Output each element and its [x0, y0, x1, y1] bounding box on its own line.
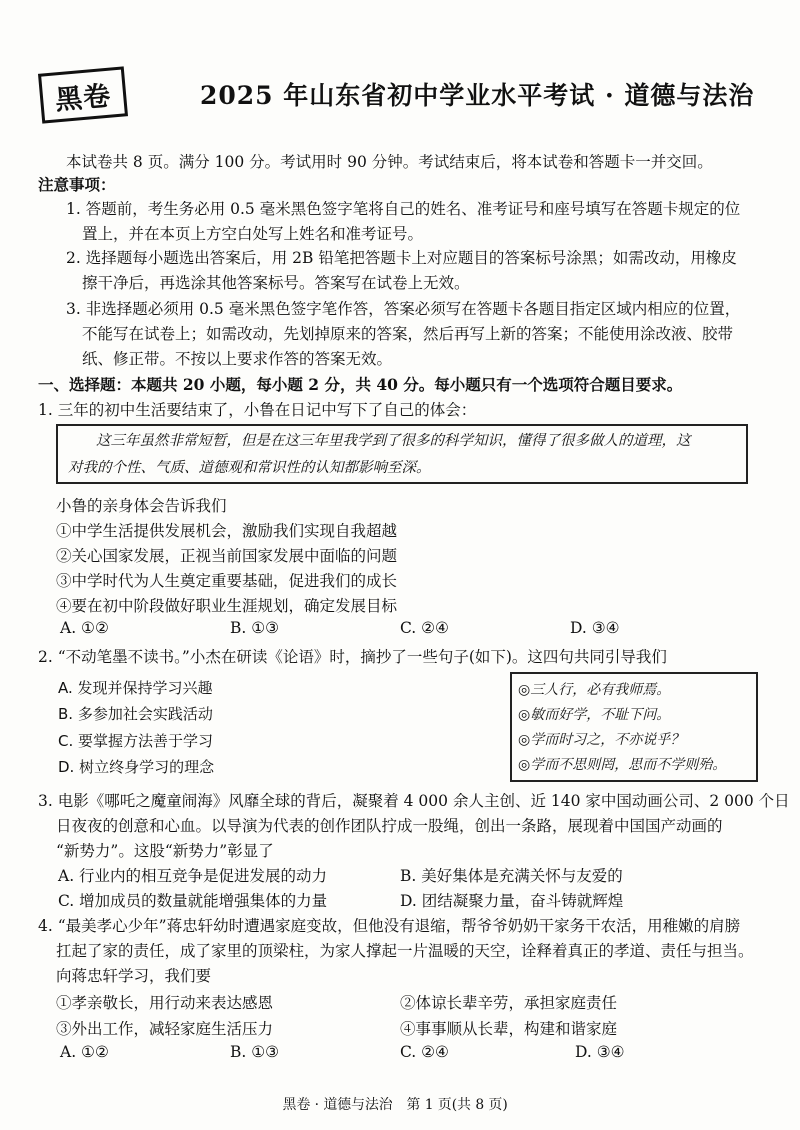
q3-option-d: D. 团结凝聚力量，奋斗铸就辉煌: [400, 892, 624, 910]
q2-sentence-box: [510, 672, 758, 782]
q3-option-b: B. 美好集体是充满关怀与友爱的: [400, 867, 623, 885]
notes-heading: 注意事项：: [38, 175, 116, 194]
q1-option-a: A. ①②: [60, 619, 109, 637]
q3-line: “新势力”。这股“新势力”彰显了: [56, 842, 274, 860]
q1-quote-box: [56, 424, 748, 484]
q3-line: 3. 电影《哪吒之魔童闹海》风靡全球的背后，凝聚着 4 000 余人主创、近 140 家中国动画公司、2 000 个日: [38, 792, 790, 810]
note-line: 擦干净后，再选涂其他答案标号。答案写在试卷上无效。: [82, 274, 470, 292]
q2-option-a: A. 发现并保持学习兴趣: [58, 679, 213, 697]
q1-stem: 1. 三年的初中生活要结束了，小鲁在日记中写下了自己的体会：: [38, 401, 477, 419]
page-title: 2025 年山东省初中学业水平考试 · 道德与法治: [200, 81, 755, 110]
note-line: 不能写在试卷上；如需改动，先划掉原来的答案，然后再写上新的答案；不能使用涂改液、胶带: [82, 325, 734, 343]
q2-option-c: C. 要掌握方法善于学习: [58, 732, 214, 750]
note-line: 纸、修正带。不按以上要求作答的答案无效。: [82, 350, 393, 368]
q4-option-c: C. ②④: [400, 1043, 449, 1061]
q1-lead: 小鲁的亲身体会告诉我们: [56, 497, 227, 515]
q1-item: ③中学时代为人生奠定重要基础，促进我们的成长: [56, 572, 398, 590]
section-heading: 一、选择题：本题共 20 小题，每小题 2 分，共 40 分。每小题只有一个选项符合题目要求。: [38, 375, 683, 394]
note-line: 置上，并在本页上方空白处写上姓名和准考证号。: [82, 225, 424, 243]
q1-item: ①中学生活提供发展机会，激励我们实现自我超越: [56, 522, 398, 540]
q2-sentence: ◎学而时习之，不亦说乎？: [518, 732, 685, 748]
q4-item: ②体谅长辈辛劳，承担家庭责任: [400, 994, 618, 1012]
q1-option-b: B. ①③: [230, 619, 280, 637]
q2-sentence: ◎敏而好学，不耻下问。: [518, 707, 671, 723]
q2-sentence: ◎学而不思则罔，思而不学则殆。: [518, 757, 727, 773]
q4-item: ③外出工作，减轻家庭生活压力: [56, 1020, 274, 1038]
q4-line: 4. “最美孝心少年”蒋忠轩幼时遭遇家庭变故，但他没有退缩，帮爷爷奶奶干家务干农活，用稚嫩的肩膀: [38, 917, 741, 935]
logo-text: 黑卷: [54, 80, 113, 116]
q1-quote-line: 对我的个性、气质、道德观和常识性的认知都影响至深。: [68, 460, 431, 476]
q3-line: 日夜夜的创意和心血。以导演为代表的创作团队拧成一股绳，创出一条路，展现着中国国产动画的: [56, 817, 723, 835]
q2-option-d: D. 树立终身学习的理念: [58, 758, 215, 776]
q4-option-a: A. ①②: [60, 1043, 109, 1061]
q2-sentence: ◎三人行，必有我师焉。: [518, 682, 671, 698]
q1-quote-line: 这三年虽然非常短暂，但是在这三年里我学到了很多的科学知识，懂得了很多做人的道理，这: [96, 433, 691, 449]
q2-option-b: B. 多参加社会实践活动: [58, 705, 213, 723]
note-line: 2. 选择题每小题选出答案后，用 2B 铅笔把答题卡上对应题目的答案标号涂黑；如需改动，用橡皮: [66, 249, 737, 267]
q1-option-d: D. ③④: [570, 619, 620, 637]
q3-option-c: C. 增加成员的数量就能增强集体的力量: [58, 892, 328, 910]
q4-item: ④事事顺从长辈，构建和谐家庭: [400, 1020, 618, 1038]
q4-line: 扛起了家的责任，成了家里的顶梁柱，为家人撑起一片温暖的天空，诠释着真正的孝道、责任与担当。: [56, 942, 754, 960]
q1-option-c: C. ②④: [400, 619, 449, 637]
q3-option-a: A. 行业内的相互竞争是促进发展的动力: [58, 867, 328, 885]
page-footer: 黑卷 · 道德与法治 第 1 页(共 8 页): [282, 1097, 508, 1113]
note-line: 1. 答题前，考生务必用 0.5 毫米黑色签字笔将自己的姓名、准考证号和座号填写在答题卡规定的位: [66, 200, 741, 218]
note-line: 3. 非选择题必须用 0.5 毫米黑色签字笔作答，答案必须写在答题卡各题目指定区域内相应的位置，: [66, 300, 741, 318]
q4-option-d: D. ③④: [575, 1043, 625, 1061]
q1-item: ②关心国家发展，正视当前国家发展中面临的问题: [56, 547, 398, 565]
intro-text: 本试卷共 8 页。满分 100 分。考试用时 90 分钟。考试结束后，将本试卷和答题卡一并交回。: [66, 153, 713, 171]
q2-stem: 2. “不动笔墨不读书。”小杰在研读《论语》时，摘抄了一些句子(如下)。这四句共同引导我们: [38, 648, 667, 666]
q4-item: ①孝亲敬长，用行动来表达感恩: [56, 994, 274, 1012]
q1-item: ④要在初中阶段做好职业生涯规划，确定发展目标: [56, 597, 398, 615]
q4-option-b: B. ①③: [230, 1043, 280, 1061]
q4-line: 向蒋忠轩学习，我们要: [56, 967, 212, 985]
logo-stamp: [38, 66, 128, 123]
